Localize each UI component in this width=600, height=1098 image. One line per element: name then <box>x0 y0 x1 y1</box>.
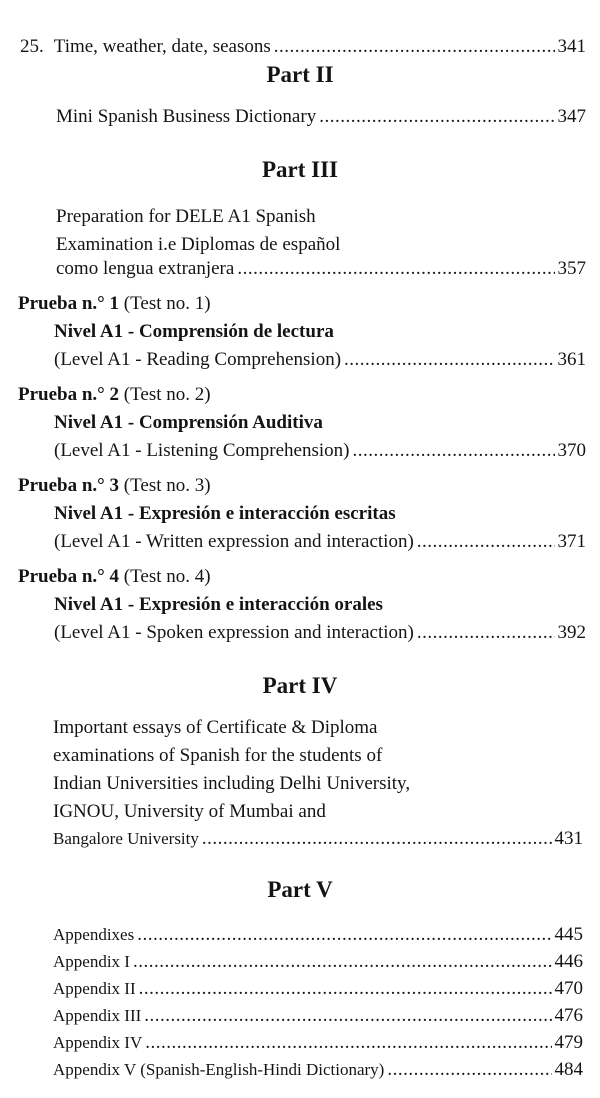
part-4-heading: Part IV <box>262 673 338 698</box>
test-label: (Test no. 2) <box>123 384 211 405</box>
page-number: 470 <box>554 978 583 999</box>
entry-number: 25. <box>20 36 44 57</box>
toc-entry-essays <box>53 828 583 850</box>
entry-label: Bangalore University <box>53 829 199 848</box>
toc-entry-test-2 <box>54 440 586 462</box>
toc-entry-prep <box>56 258 586 280</box>
toc-entry-appendix-3 <box>53 1005 583 1027</box>
entry-label: Appendixes <box>53 925 135 944</box>
page-number: 371 <box>557 531 586 552</box>
leader-dots <box>139 978 552 1000</box>
leader-dots <box>237 258 554 280</box>
toc-entry-appendix-2 <box>53 978 583 1000</box>
test-3-heading <box>18 475 211 497</box>
test-4-heading <box>18 566 211 588</box>
entry-label: (Level A1 - Reading Comprehension) <box>54 349 342 370</box>
essay-line-3: Indian Universities including Delhi University, <box>53 773 411 794</box>
part-3-heading: Part III <box>261 157 339 182</box>
test-label: (Test no. 3) <box>123 475 211 496</box>
toc-entry-25 <box>20 36 586 58</box>
leader-dots <box>387 1059 551 1081</box>
essay-line-4: IGNOU, University of Mumbai and <box>53 801 326 822</box>
prep-line-1: Preparation for DELE A1 Spanish <box>56 206 316 227</box>
test-3-level: Nivel A1 - Expresión e interacción escritas <box>54 503 396 524</box>
toc-entry-dictionary <box>56 106 586 128</box>
test-1-level: Nivel A1 - Comprensión de lectura <box>54 321 334 342</box>
test-4-level: Nivel A1 - Expresión e interacción orales <box>54 594 383 615</box>
toc-entry-test-4 <box>54 622 586 644</box>
essay-line-1: Important essays of Certificate & Diploma <box>53 717 378 738</box>
leader-dots <box>145 1032 551 1054</box>
leader-dots <box>344 349 554 371</box>
page-number: 341 <box>557 36 586 57</box>
page-number: 476 <box>554 1005 583 1026</box>
entry-label: Mini Spanish Business Dictionary <box>56 106 317 127</box>
leader-dots <box>274 36 555 58</box>
page-number: 479 <box>554 1032 583 1053</box>
entry-label: Appendix IV <box>53 1033 143 1052</box>
page-number: 361 <box>557 349 586 370</box>
test-2-level: Nivel A1 - Comprensión Auditiva <box>54 412 323 433</box>
test-label: (Test no. 4) <box>123 566 211 587</box>
essay-line-2: examinations of Spanish for the students of <box>53 745 383 766</box>
entry-label: (Level A1 - Listening Comprehension) <box>54 440 350 461</box>
entry-label: Time, weather, date, seasons <box>53 36 271 57</box>
toc-entry-test-3 <box>54 531 586 553</box>
page-number: 347 <box>557 106 586 127</box>
part-5-heading: Part V <box>267 877 333 902</box>
leader-dots <box>417 622 555 644</box>
page-number: 392 <box>557 622 586 643</box>
entry-label: Appendix I <box>53 952 130 971</box>
leader-dots <box>202 828 552 850</box>
entry-label: Appendix II <box>53 979 136 998</box>
toc-entry-appendix-1 <box>53 951 583 973</box>
entry-label: (Level A1 - Spoken expression and interaction) <box>54 622 414 643</box>
prueba-label: Prueba n.° 1 <box>18 293 120 314</box>
page-number: 446 <box>554 951 583 972</box>
entry-label: Appendix III <box>53 1006 142 1025</box>
prep-line-2: Examination i.e Diplomas de español <box>56 234 341 255</box>
entry-label: Appendix V (Spanish-English-Hindi Dictionary) <box>53 1060 385 1079</box>
test-label: (Test no. 1) <box>123 293 211 314</box>
leader-dots <box>417 531 555 553</box>
leader-dots <box>133 951 552 973</box>
page-number: 484 <box>554 1059 583 1080</box>
page-number: 357 <box>557 258 586 279</box>
leader-dots <box>319 106 554 128</box>
leader-dots <box>353 440 555 462</box>
toc-entry-appendix-4 <box>53 1032 583 1054</box>
toc-entry-test-1 <box>54 349 586 371</box>
leader-dots <box>144 1005 551 1027</box>
test-1-heading <box>18 293 211 315</box>
entry-label: como lengua extranjera <box>56 258 235 279</box>
test-2-heading <box>18 384 211 406</box>
toc-entry-appendixes <box>53 924 583 946</box>
page-number: 431 <box>554 828 583 849</box>
page-number: 370 <box>557 440 586 461</box>
prueba-label: Prueba n.° 3 <box>18 475 120 496</box>
part-2-heading: Part II <box>266 62 334 87</box>
entry-label: (Level A1 - Written expression and interaction) <box>54 531 414 552</box>
prueba-label: Prueba n.° 4 <box>18 566 120 587</box>
page-number: 445 <box>554 924 583 945</box>
prueba-label: Prueba n.° 2 <box>18 384 120 405</box>
leader-dots <box>137 924 551 946</box>
toc-entry-appendix-5 <box>53 1059 583 1081</box>
